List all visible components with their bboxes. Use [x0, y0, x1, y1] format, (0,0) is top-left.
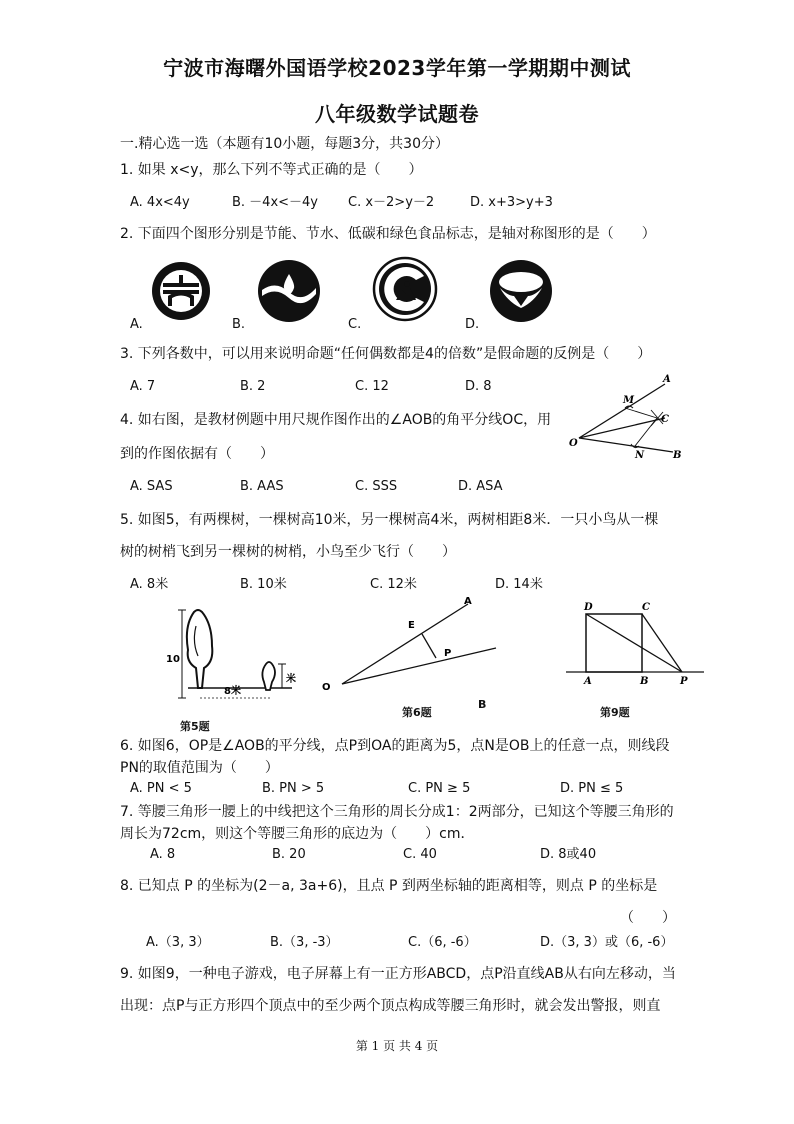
fig9-label-a: A — [584, 676, 592, 687]
q4-option-b: B. AAS — [240, 479, 284, 494]
fig6-label-b: B — [478, 698, 487, 711]
q6-option-b: B. PN > 5 — [262, 781, 325, 796]
q5-option-a: A. 8米 — [130, 577, 169, 592]
fig9-label-p: P — [680, 676, 688, 687]
fig6-label-a: A — [464, 596, 472, 607]
fig6-label-o: O — [322, 682, 331, 693]
q5-stem-line1: 5. 如图5，有两棵树，一棵树高10米，另一棵树高4米，两树相距8米．一只小鸟从一棵 — [120, 512, 659, 528]
q5-option-b: B. 10米 — [240, 577, 287, 592]
fig5-caption: 第5题 — [180, 720, 210, 733]
q2-option-c: C. — [348, 317, 362, 332]
fig4-label-o: O — [569, 438, 578, 449]
q4-stem-line1: 4. 如右图，是教材例题中用尺规作图作出的∠AOB的角平分线OC，用 — [120, 412, 552, 428]
page-footer: 第 1 页 共 4 页 — [355, 1039, 439, 1053]
q6-option-d: D. PN ≤ 5 — [560, 781, 624, 796]
q7-stem-line2: 周长为72cm，则这个等腰三角形的底边为（ ）cm． — [120, 826, 475, 842]
q8-option-d: D.（3, 3）或（6, -6） — [540, 935, 674, 950]
fig9-caption: 第9题 — [600, 706, 630, 719]
q4-stem-line2: 到的作图依据有（ ） — [120, 446, 274, 462]
q6-option-c: C. PN ≥ 5 — [408, 781, 471, 796]
fig6-label-p: P — [444, 648, 452, 659]
figure-9-square — [560, 600, 710, 690]
q5-option-c: C. 12米 — [370, 577, 417, 592]
q8-option-a: A.（3, 3） — [146, 935, 210, 950]
q7-option-c: C. 40 — [403, 847, 437, 862]
q3-option-c: C. 12 — [355, 379, 389, 394]
fig9-label-d: D — [584, 602, 593, 613]
fig9-label-c: C — [642, 602, 650, 613]
q7-option-a: A. 8 — [150, 847, 176, 862]
q6-stem-line2: PN的取值范围为（ ） — [120, 760, 279, 776]
q5-stem-line2: 树的树梢飞到另一棵树的树梢，小鸟至少飞行（ ） — [120, 544, 456, 560]
q3-stem: 3. 下列各数中，可以用来说明命题“任何偶数都是4的倍数”是假命题的反例是（ ） — [120, 346, 652, 362]
exam-title: 宁波市海曙外国语学校2023学年第一学期期中测试 — [163, 56, 631, 80]
q8-stem: 8. 已知点 P 的坐标为(2－a, 3a+6)，且点 P 到两坐标轴的距离相等，则点 P 的坐标是 — [120, 878, 658, 894]
q1-option-d: D. x+3>y+3 — [470, 195, 553, 210]
section-heading: 一.精心选一选（本题有10小题，每题3分，共30分） — [120, 136, 449, 152]
q2-option-d: D. — [465, 317, 480, 332]
figure-6-angle — [318, 594, 508, 694]
water-saving-logo — [256, 258, 322, 324]
q4-angle-bisector-figure — [565, 372, 695, 464]
fig9-label-b: B — [640, 676, 649, 687]
q2-option-a: A. — [130, 317, 143, 332]
q1-option-a: A. 4x<4y — [130, 195, 190, 210]
q4-option-d: D. ASA — [458, 479, 503, 494]
figure-5-trees — [162, 606, 302, 714]
q6-option-a: A. PN < 5 — [130, 781, 192, 796]
q2-stem: 2. 下面四个图形分别是节能、节水、低碳和绿色食品标志，是轴对称图形的是（ ） — [120, 226, 656, 242]
q6-stem-line1: 6. 如图6，OP是∠AOB的平分线，点P到OA的距离为5，点N是OB上的任意一点，则线段 — [120, 738, 670, 754]
q9-stem-line1: 9. 如图9，一种电子游戏，电子屏幕上有一正方形ABCD，点P沿直线AB从右向左移动，当 — [120, 966, 676, 982]
fig6-label-e: E — [408, 620, 415, 631]
q8-answer-paren: （ ） — [620, 910, 676, 926]
fig4-label-b: B — [673, 450, 682, 461]
q8-option-c: C.（6, -6） — [408, 935, 477, 950]
fig4-label-c: C — [661, 414, 669, 425]
exam-subtitle: 八年级数学试题卷 — [315, 102, 479, 126]
q4-option-c: C. SSS — [355, 479, 398, 494]
q8-option-b: B.（3, -3） — [270, 935, 339, 950]
fig5-distance: 8米 — [224, 686, 241, 697]
q1-option-c: C. x－2>y－2 — [348, 195, 435, 210]
q7-option-b: B. 20 — [272, 847, 306, 862]
green-food-logo — [488, 258, 554, 324]
q2-option-b: B. — [232, 317, 246, 332]
fig5-height-short: 米 — [286, 674, 296, 685]
energy-saving-logo — [150, 260, 212, 322]
q7-option-d: D. 8或40 — [540, 847, 597, 862]
fig4-label-m: M — [623, 395, 635, 406]
q4-option-a: A. SAS — [130, 479, 173, 494]
q9-stem-line2: 出现：点P与正方形四个顶点中的至少两个顶点构成等腰三角形时，就会发出警报，则直 — [120, 998, 661, 1014]
q1-stem: 1. 如果 x<y，那么下列不等式正确的是（ ） — [120, 162, 423, 178]
q5-option-d: D. 14米 — [495, 577, 543, 592]
q7-stem-line1: 7. 等腰三角形一腰上的中线把这个三角形的周长分成1：2两部分，已知这个等腰三角形的 — [120, 804, 674, 820]
q1-option-b: B. －4x<－4y — [232, 195, 319, 210]
fig6-caption: 第6题 — [402, 706, 432, 719]
q3-option-d: D. 8 — [465, 379, 492, 394]
fig4-label-n: N — [635, 450, 645, 461]
q3-option-b: B. 2 — [240, 379, 266, 394]
q3-option-a: A. 7 — [130, 379, 156, 394]
fig4-label-a: A — [663, 374, 671, 385]
low-carbon-logo — [372, 256, 438, 322]
fig5-height-tall: 10 — [166, 654, 180, 665]
